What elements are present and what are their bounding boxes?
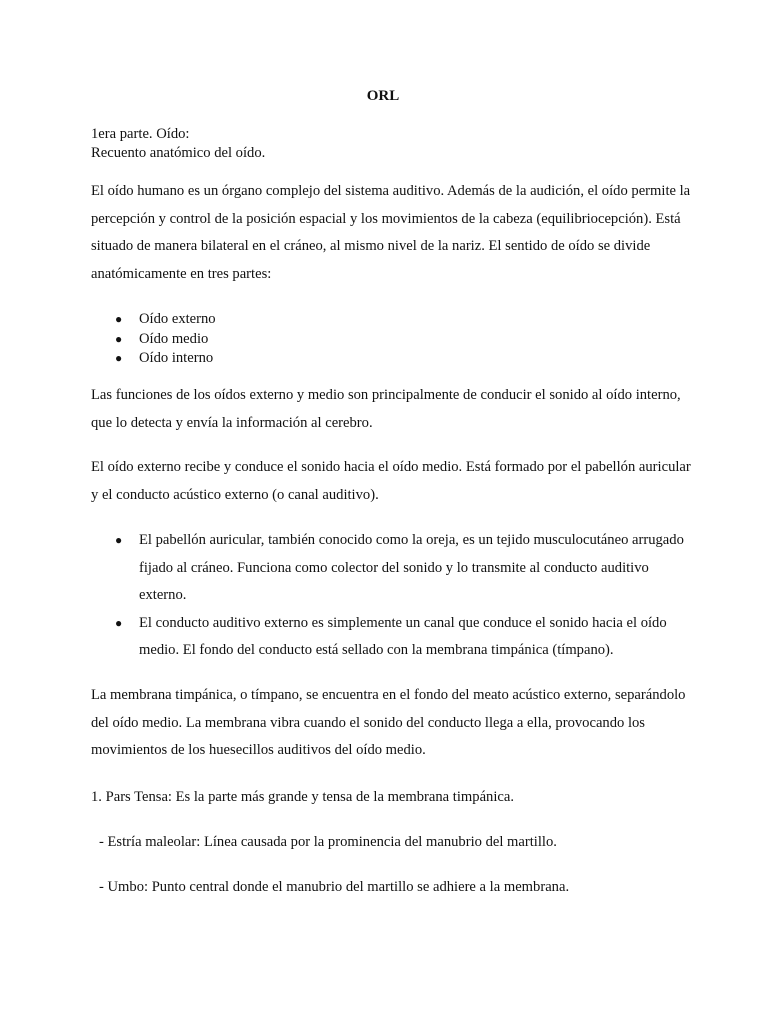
paragraph-external-ear: El oído externo recibe y conduce el sonido hacia el oído medio. Está formado por el pabellón auricular y el conducto acústico externo (o canal auditivo). [91,459,691,503]
heading-line-1: 1era parte. Oído: [91,126,190,142]
bullet-icon: ● [115,615,123,630]
bullet-icon: ● [115,331,123,346]
bullet-icon: ● [115,312,123,326]
bullet-icon: ● [115,533,123,547]
item-estria-maleolar: - Estría maleolar: Línea causada por la prominencia del manubrio del martillo. [99,834,557,850]
list-item: ● El conducto auditivo externo es simplemente un canal que conduce el sonido hacia el oído medio. El fondo del conducto está sellado con la membrana timpánica (tímpano). [91,610,691,665]
document-title: ORL [366,88,400,104]
item-pars-tensa: 1. Pars Tensa: Es la parte más grande y tensa de la membrana timpánica. [91,789,514,805]
list-item: ● El pabellón auricular, también conocido como la oreja, es un tejido musculocutáneo arrugado fijado al cráneo. Funciona como colector del sonido y lo transmite al conducto auditivo externo. [91,527,691,610]
paragraph-functions: Las funciones de los oídos externo y medio son principalmente de conducir el sonido al oído interno, que lo detecta y envía la información al cerebro. [91,387,681,431]
list-item: ● Oído interno [91,349,691,369]
bullet-icon: ● [115,351,123,365]
heading-line-2: Recuento anatómico del oído. [91,145,266,161]
section-heading [91,125,691,163]
parts-list [91,310,691,369]
external-ear-list [91,527,691,665]
paragraph-membrane: La membrana timpánica, o tímpano, se encuentra en el fondo del meato acústico externo, separándolo del oído medio. La membrana vibra cuando el sonido del conducto llega a ella, provocando los movimientos de los huesecillos auditivos del oído medio. [91,687,686,758]
list-item: ● Oído externo [91,310,691,330]
item-umbo: - Umbo: Punto central donde el manubrio del martillo se adhiere a la membrana. [99,879,570,895]
list-item: ● Oído medio [91,330,691,350]
paragraph-intro: El oído humano es un órgano complejo del sistema auditivo. Además de la audición, el oído permite la percepción y control de la posición espacial y los movimientos de la cabeza (equilibriocepción). Está situado de manera bilateral en el cráneo, al mismo nivel de la nariz. El sentido de oído se divide anatómicamente en tres partes: [91,183,691,282]
